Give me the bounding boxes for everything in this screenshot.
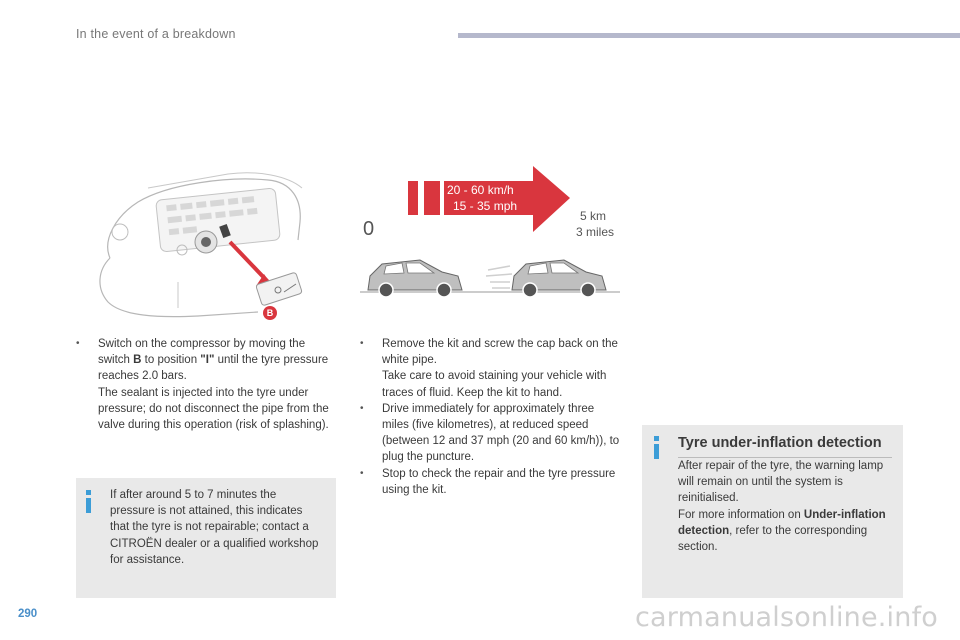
- bullet-marker: •: [360, 338, 364, 349]
- instruction-item: [360, 401, 620, 466]
- info-icon: [654, 436, 659, 459]
- speed-mph-label: 15 - 35 mph: [453, 199, 518, 213]
- instruction-item: [360, 466, 620, 498]
- distance-km-label: 5 km: [580, 209, 607, 223]
- watermark: carmanualsonline.info: [635, 602, 938, 633]
- car-left: [368, 260, 462, 297]
- switch-b-badge: [263, 306, 277, 320]
- instruction-text: Stop to check the repair and the tyre pressure using the kit.: [382, 467, 616, 496]
- bullet-marker: •: [360, 402, 364, 414]
- instruction-text: Take care to avoid staining your vehicle with traces of fluid. Keep the kit to hand.: [382, 370, 607, 399]
- instruction-item: [76, 336, 334, 433]
- instruction-text: Drive immediately for approximately three miles (five kilometres), at reduced speed (between 12 and 37 mph (20 and 60 km/h)), to plug the puncture.: [382, 402, 620, 464]
- position-ref: "I": [200, 354, 215, 367]
- distance-miles-label: 3 miles: [576, 225, 615, 239]
- info-paragraph: [678, 507, 890, 556]
- header-divider-bar: [458, 33, 960, 38]
- page-number: 290: [18, 608, 38, 620]
- middle-instructions: [360, 336, 620, 498]
- section-title: In the event of a breakdown: [76, 27, 236, 41]
- instruction-text: Remove the kit and screw the cap back on the white pipe.: [382, 338, 618, 367]
- text-span: Switch on the compressor by moving the switch: [98, 338, 306, 367]
- info-icon: [86, 490, 91, 513]
- speed-kmh-label: 20 - 60 km/h: [447, 183, 514, 197]
- compressor-kit-illustration: [88, 170, 338, 330]
- bullet-marker: •: [76, 338, 80, 349]
- instruction-text: The sealant is injected into the tyre under pressure; do not disconnect the pipe from the valve during this operation (risk of splashing).: [98, 386, 329, 432]
- text-span: until the tyre pressure reaches 2.0 bars.: [98, 354, 329, 383]
- info-box-title: Tyre under-inflation detection: [678, 435, 882, 451]
- left-instructions: [76, 336, 334, 433]
- info-box-left: [76, 478, 336, 598]
- instruction-item: [360, 336, 620, 401]
- switch-b-label: B: [266, 308, 274, 318]
- info-box-right: [642, 425, 903, 598]
- car-right: [512, 260, 606, 297]
- text-span: , refer to the corresponding section.: [678, 524, 868, 554]
- info-paragraph: After repair of the tyre, the warning lamp will remain on until the system is reinitialised.: [678, 460, 884, 505]
- start-distance-label: 0: [363, 218, 375, 240]
- bullet-marker: •: [360, 467, 364, 479]
- text-span: to position: [141, 354, 201, 367]
- info-box-text: [678, 458, 890, 555]
- text-span: For more information on: [678, 508, 804, 521]
- switch-ref: B: [133, 354, 142, 367]
- motion-lines: [486, 266, 512, 288]
- info-box-text: If after around 5 to 7 minutes the pressure is not attained, this indicates that the tyre is not repairable; contact a CITROËN dealer or a qualified workshop for assistance.: [110, 489, 319, 566]
- instruction-text: [98, 336, 334, 385]
- cross-reference: Under-inflation detection: [678, 508, 886, 537]
